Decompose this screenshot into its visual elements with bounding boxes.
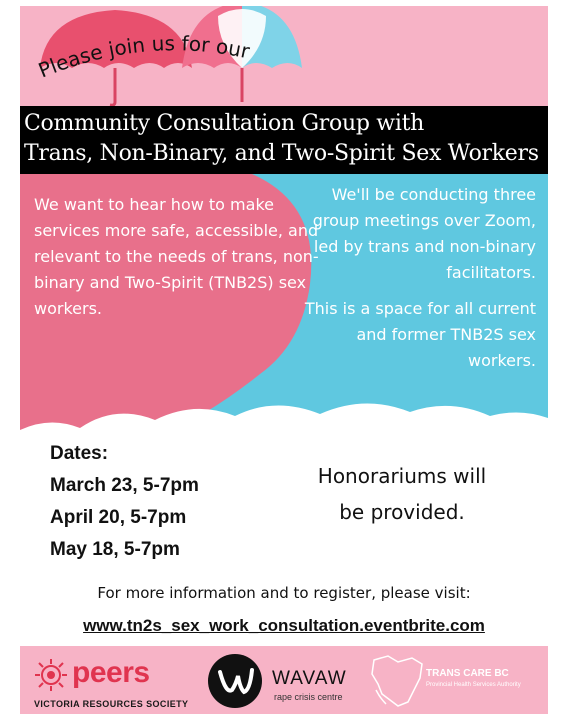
wavaw-logo-text: WAVAW: [272, 668, 347, 689]
title-line-2: Trans, Non-Binary, and Two-Spirit Sex Workers: [24, 141, 539, 166]
umbrellas-illustration: [20, 6, 548, 106]
right-panel-paragraph-1: We'll be conducting three group meetings over Zoom, led by trans and non-binary facilitators.: [312, 185, 536, 282]
peers-subtitle: VICTORIA RESOURCES SOCIETY: [34, 699, 189, 709]
trans-care-bc-logo-text: TRANS CARE BC: [426, 668, 509, 679]
dates-block: [50, 438, 199, 566]
honorarium-line-1: Honorariums will: [317, 464, 487, 488]
sponsor-footer: [20, 646, 548, 714]
left-panel-paragraph: We want to hear how to make services more safe, accessible, and relevant to the needs of trans, non-binary and Two-Spirit (TNB2S) sex workers.: [34, 195, 319, 318]
wavaw-logo-icon: [208, 654, 262, 708]
invite-text: Please join us for our: [34, 31, 252, 83]
left-panel-text: [34, 192, 324, 322]
date-item: May 18, 5-7pm: [50, 539, 180, 560]
pink-umbrella-icon: [40, 10, 192, 105]
date-item: April 20, 5-7pm: [50, 507, 187, 528]
registration-info: For more information and to register, please visit:: [97, 584, 471, 602]
title-bar: [20, 106, 548, 174]
right-panel-text: [296, 182, 536, 374]
header-band: [20, 6, 548, 106]
title-line-1: Community Consultation Group with: [24, 111, 424, 136]
registration-link[interactable]: www.tn2s_sex_work_consultation.eventbrite.com: [83, 616, 485, 635]
dates-heading: Dates:: [50, 443, 109, 464]
honorarium-note: [292, 458, 512, 530]
bc-map-icon: [368, 650, 428, 710]
honorarium-line-2: be provided.: [339, 500, 465, 524]
date-item: March 23, 5-7pm: [50, 475, 199, 496]
right-panel-paragraph-2: This is a space for all current and former TNB2S sex workers.: [304, 299, 536, 370]
poster: [20, 6, 548, 714]
wavaw-subtitle: rape crisis centre: [274, 692, 343, 702]
peers-sun-logo-icon: [34, 658, 68, 692]
peers-logo-text: peers: [72, 656, 150, 689]
trans-care-bc-subtitle: Provincial Health Services Authority: [426, 682, 521, 688]
pink-blue-umbrella-icon: [182, 6, 302, 102]
